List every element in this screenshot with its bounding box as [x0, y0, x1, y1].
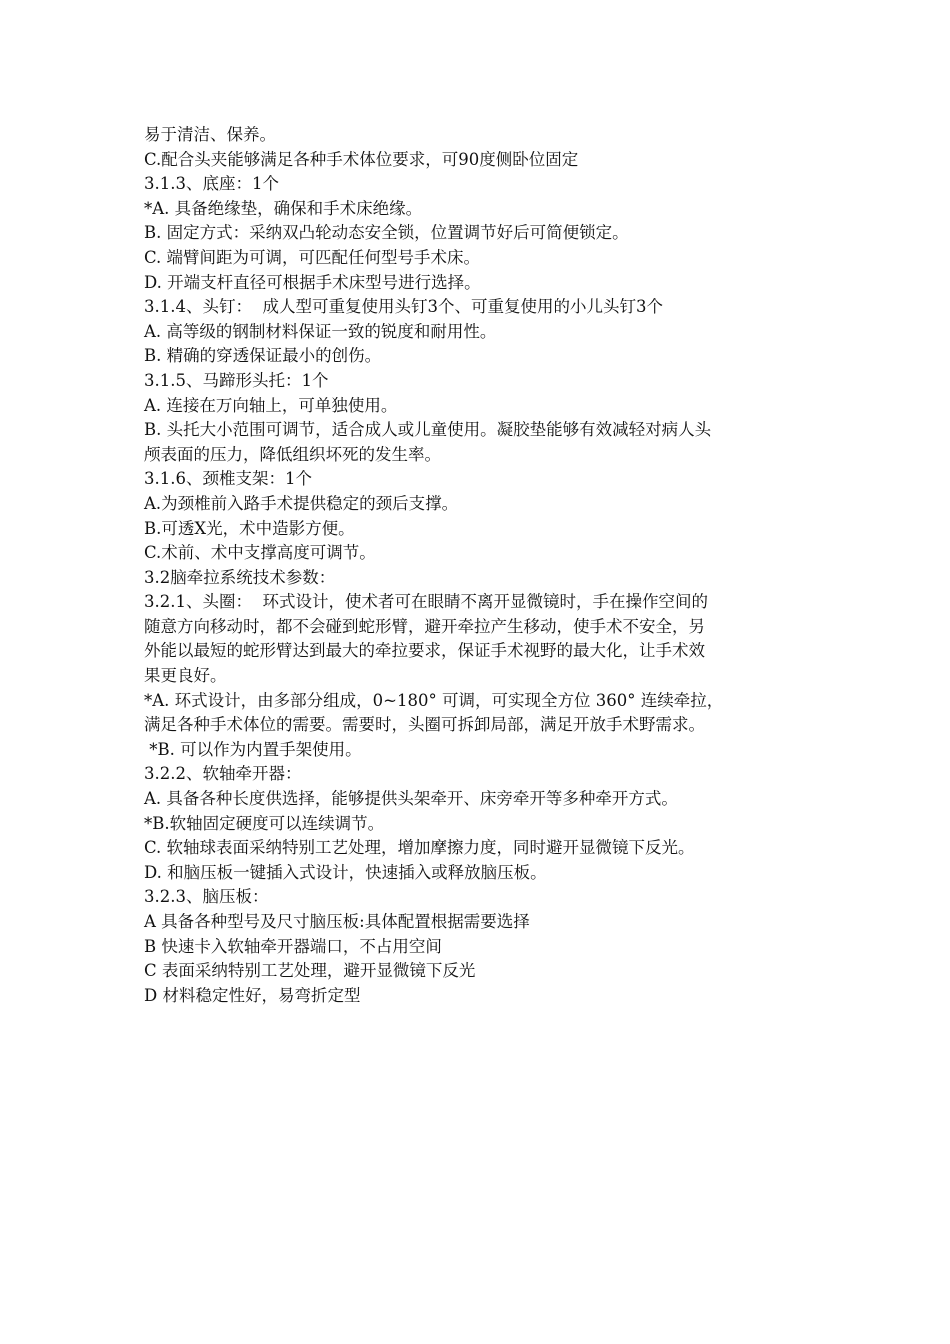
text-line: *A. 环式设计，由多部分组成，0~180° 可调，可实现全方位 360° 连续牵拉，: [144, 690, 724, 710]
text-line: D. 开端支杆直径可根据手术床型号进行选择。: [144, 272, 481, 292]
text-line: B. 精确的穿透保证最小的创伤。: [144, 346, 382, 366]
section-heading: 3.2.3、脑压板：: [144, 887, 269, 907]
text-line: C 表面采纳特别工艺处理，避开显微镜下反光: [144, 961, 476, 981]
section-heading: 3.1.4、头钉： 成人型可重复使用头钉3个、可重复使用的小儿头钉3个: [144, 297, 663, 317]
text-line: 满足各种手术体位的需要。需要时，头圈可拆卸局部，满足开放手术野需求。: [144, 715, 705, 735]
section-heading: 3.1.6、颈椎支架：1个: [144, 469, 312, 489]
text-line: C.术前、术中支撑高度可调节。: [144, 543, 376, 563]
section-heading: 3.2.1、头圈： 环式设计，使术者可在眼睛不离开显微镜时，手在操作空间的: [144, 592, 708, 612]
text-line: 果更良好。: [144, 666, 227, 686]
section-heading: 3.2.2、软轴牵开器：: [144, 764, 302, 784]
text-line: A. 连接在万向轴上，可单独使用。: [144, 395, 398, 415]
text-line: 随意方向移动时，都不会碰到蛇形臂，避开牵拉产生移动，使手术不安全，另: [144, 616, 705, 636]
text-line: A.为颈椎前入路手术提供稳定的颈后支撑。: [144, 493, 459, 513]
text-line: D 材料稳定性好，易弯折定型: [144, 985, 361, 1005]
text-line: 外能以最短的蛇形臂达到最大的牵拉要求，保证手术视野的最大化，让手术效: [144, 641, 705, 661]
text-line: A 具备各种型号及尺寸脑压板:具体配置根据需要选择: [144, 912, 530, 931]
section-heading: 3.1.3、底座：1个: [144, 174, 279, 194]
section-heading: 3.1.5、马蹄形头托：1个: [144, 370, 329, 390]
section-heading: 3.2脑牵拉系统技术参数：: [144, 567, 336, 587]
text-line: B. 固定方式：采纳双凸轮动态安全锁，位置调节好后可简便锁定。: [144, 223, 629, 243]
text-line: B.可透X光，术中造影方便。: [144, 518, 355, 538]
text-line: A. 高等级的钢制材料保证一致的锐度和耐用性。: [144, 321, 497, 341]
text-line: B 快速卡入软轴牵开器端口，不占用空间: [144, 936, 442, 956]
text-line: C. 软轴球表面采纳特别工艺处理，增加摩擦力度，同时避开显微镜下反光。: [144, 838, 695, 858]
text-line: *B.软轴固定硬度可以连续调节。: [144, 813, 385, 833]
text-line: C. 端臂间距为可调，可匹配任何型号手术床。: [144, 247, 481, 267]
text-line: 颅表面的压力，降低组织坏死的发生率。: [144, 444, 441, 464]
text-line: B. 头托大小范围可调节，适合成人或儿童使用。凝胶垫能够有效减轻对病人头: [144, 420, 712, 440]
text-line: 易于清洁、保养。: [144, 125, 276, 144]
document-body: [144, 123, 808, 1008]
text-line: C.配合头夹能够满足各种手术体位要求，可90度侧卧位固定: [144, 149, 579, 169]
text-line: *B. 可以作为内置手架使用。: [144, 739, 362, 759]
text-line: *A. 具备绝缘垫，确保和手术床绝缘。: [144, 198, 423, 218]
text-line: D. 和脑压板一键插入式设计，快速插入或释放脑压板。: [144, 862, 547, 882]
text-line: A. 具备各种长度供选择，能够提供头架牵开、床旁牵开等多种牵开方式。: [144, 789, 678, 809]
